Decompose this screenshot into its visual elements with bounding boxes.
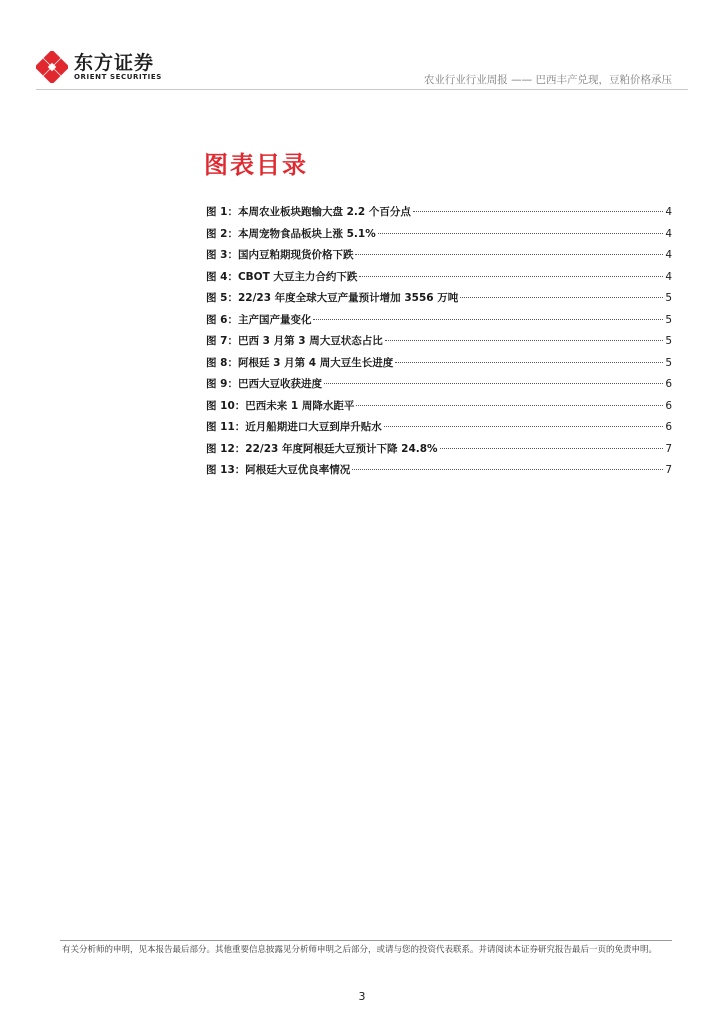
toc-item-page: 6 <box>665 399 672 412</box>
toc-list <box>206 202 672 482</box>
toc-leader-dots <box>359 276 663 277</box>
toc-item[interactable] <box>206 374 672 396</box>
toc-leader-dots <box>460 297 663 298</box>
toc-item[interactable] <box>206 396 672 418</box>
toc-item-label[interactable]: 图 5：22/23 年度全球大豆产量预计增加 3556 万吨 <box>206 292 459 304</box>
toc-item[interactable] <box>206 245 672 267</box>
toc-item-label[interactable]: 图 9：巴西大豆收获进度 <box>206 378 322 390</box>
toc-item[interactable] <box>206 202 672 224</box>
toc-leader-dots <box>356 405 663 406</box>
footer-disclaimer: 有关分析师的申明，见本报告最后部分。其他重要信息披露见分析师申明之后部分，或请与您的投资代表联系。并请阅读本证券研究报告最后一页的免责申明。 <box>62 945 658 955</box>
toc-item-label[interactable]: 图 4：CBOT 大豆主力合约下跌 <box>206 270 358 283</box>
toc-item-label[interactable]: 图 6：主产国产量变化 <box>206 313 312 326</box>
toc-item-label[interactable]: 图 3：国内豆粕期现货价格下跌 <box>206 249 354 261</box>
toc-item-label[interactable]: 图 8：阿根廷 3 月第 4 周大豆生长进度 <box>206 356 394 369</box>
toc-item-page: 5 <box>665 313 672 326</box>
toc-item-page: 5 <box>665 356 672 369</box>
toc-leader-dots <box>385 340 664 341</box>
toc-item-page: 4 <box>665 270 672 283</box>
page-number: 3 <box>358 990 366 1003</box>
toc-item-page: 4 <box>665 249 672 261</box>
toc-item[interactable] <box>206 224 672 246</box>
toc-leader-dots <box>355 254 663 255</box>
toc-item-label[interactable]: 图 1：本周农业板块跑输大盘 2.2 个百分点 <box>206 206 411 218</box>
toc-leader-dots <box>440 448 664 449</box>
toc-item-label[interactable]: 图 13：阿根廷大豆优良率情况 <box>206 464 351 476</box>
toc-item-page: 7 <box>665 442 672 455</box>
toc-leader-dots <box>413 211 663 212</box>
toc-item-page: 5 <box>665 292 672 304</box>
toc-item[interactable] <box>206 331 672 353</box>
toc-item[interactable] <box>206 439 672 461</box>
toc-leader-dots <box>378 233 664 234</box>
company-logo <box>36 50 162 84</box>
toc-title: 图表目录 <box>204 151 308 179</box>
toc-leader-dots <box>352 469 663 470</box>
toc-item-page: 4 <box>665 206 672 218</box>
header-divider <box>36 89 688 90</box>
toc-item[interactable] <box>206 353 672 375</box>
toc-item-label[interactable]: 图 7：巴西 3 月第 3 周大豆状态占比 <box>206 335 383 347</box>
toc-item[interactable] <box>206 288 672 310</box>
toc-leader-dots <box>395 362 663 363</box>
toc-item[interactable] <box>206 267 672 289</box>
toc-item-label[interactable]: 图 10：巴西未来 1 周降水距平 <box>206 399 355 412</box>
toc-leader-dots <box>384 426 664 427</box>
toc-item-label[interactable]: 图 2：本周宠物食品板块上涨 5.1% <box>206 227 376 240</box>
toc-item[interactable] <box>206 417 672 439</box>
toc-leader-dots <box>324 383 663 384</box>
toc-item-page: 7 <box>665 464 672 476</box>
toc-item-page: 6 <box>665 378 672 390</box>
toc-item-label[interactable]: 图 11：近月船期进口大豆到岸升贴水 <box>206 421 382 433</box>
logo-chinese-name: 东方证券 <box>74 51 155 74</box>
report-title: 农业行业行业周报 —— 巴西丰产兑现，豆粕价格承压 <box>423 74 672 86</box>
orient-logo-icon <box>36 51 68 83</box>
toc-item-page: 4 <box>665 227 672 240</box>
toc-item[interactable] <box>206 460 672 482</box>
logo-english-name: ORIENT SECURITIES <box>74 72 162 81</box>
toc-item-label[interactable]: 图 12：22/23 年度阿根廷大豆预计下降 24.8% <box>206 442 438 455</box>
toc-item-page: 5 <box>665 335 672 347</box>
footer-divider <box>60 940 672 941</box>
toc-item[interactable] <box>206 310 672 332</box>
toc-leader-dots <box>313 319 663 320</box>
toc-item-page: 6 <box>665 421 672 433</box>
